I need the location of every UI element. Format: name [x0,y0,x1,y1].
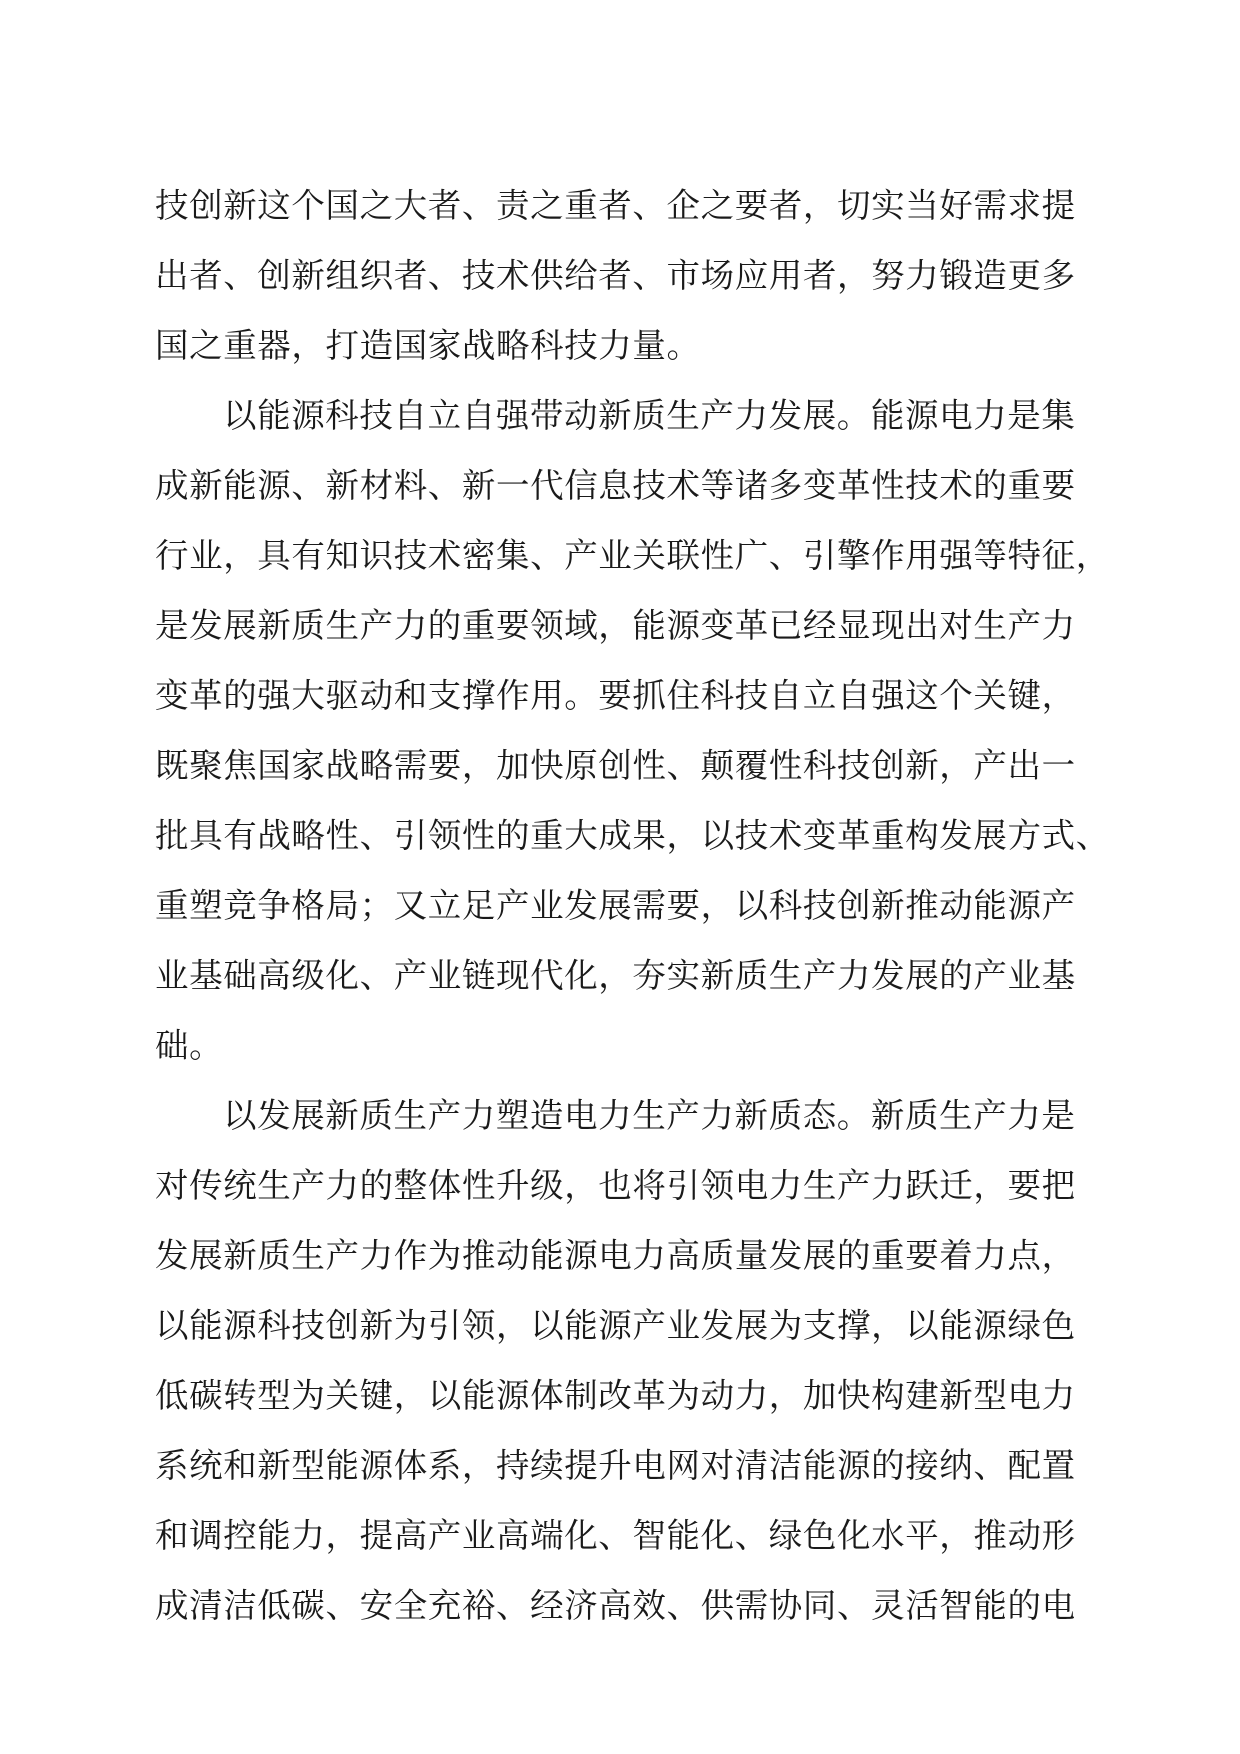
text-line: 对传统生产力的整体性升级，也将引领电力生产力跃迁，要把 [155,1166,1076,1205]
text-line: 既聚焦国家战略需要，加快原创性、颠覆性科技创新，产出一 [155,746,1076,785]
text-line: 和调控能力，提高产业高端化、智能化、绿色化水平，推动形 [155,1516,1076,1555]
text-line: 是发展新质生产力的重要领域，能源变革已经显现出对生产力 [155,606,1076,645]
body-text [155,186,1110,1658]
text-line: 发展新质生产力作为推动能源电力高质量发展的重要着力点， [155,1236,1076,1275]
text-line: 成清洁低碳、安全充裕、经济高效、供需协同、灵活智能的电 [155,1586,1076,1625]
text-line: 业基础高级化、产业链现代化，夯实新质生产力发展的产业基 [155,956,1076,995]
text-line: 低碳转型为关键，以能源体制改革为动力，加快构建新型电力 [155,1376,1076,1415]
paragraph-start-line: 以发展新质生产力塑造电力生产力新质态。新质生产力是 [223,1096,1076,1135]
text-line: 出者、创新组织者、技术供给者、市场应用者，努力锻造更多 [155,256,1076,295]
text-line: 国之重器，打造国家战略科技力量。 [155,326,701,365]
text-line: 重塑竞争格局；又立足产业发展需要，以科技创新推动能源产 [155,886,1076,925]
paragraph-start-line: 以能源科技自立自强带动新质生产力发展。能源电力是集 [223,396,1076,435]
text-line: 础。 [155,1026,224,1065]
text-line: 技创新这个国之大者、责之重者、企之要者，切实当好需求提 [155,186,1076,225]
text-line: 成新能源、新材料、新一代信息技术等诸多变革性技术的重要 [155,466,1076,505]
text-line: 批具有战略性、引领性的重大成果，以技术变革重构发展方式、 [155,816,1110,855]
text-line: 以能源科技创新为引领，以能源产业发展为支撑，以能源绿色 [155,1306,1076,1345]
text-line: 变革的强大驱动和支撑作用。要抓住科技自立自强这个关键， [155,676,1076,715]
text-line: 行业，具有知识技术密集、产业关联性广、引擎作用强等特征， [155,536,1110,575]
text-line: 系统和新型能源体系，持续提升电网对清洁能源的接纳、配置 [155,1446,1076,1485]
